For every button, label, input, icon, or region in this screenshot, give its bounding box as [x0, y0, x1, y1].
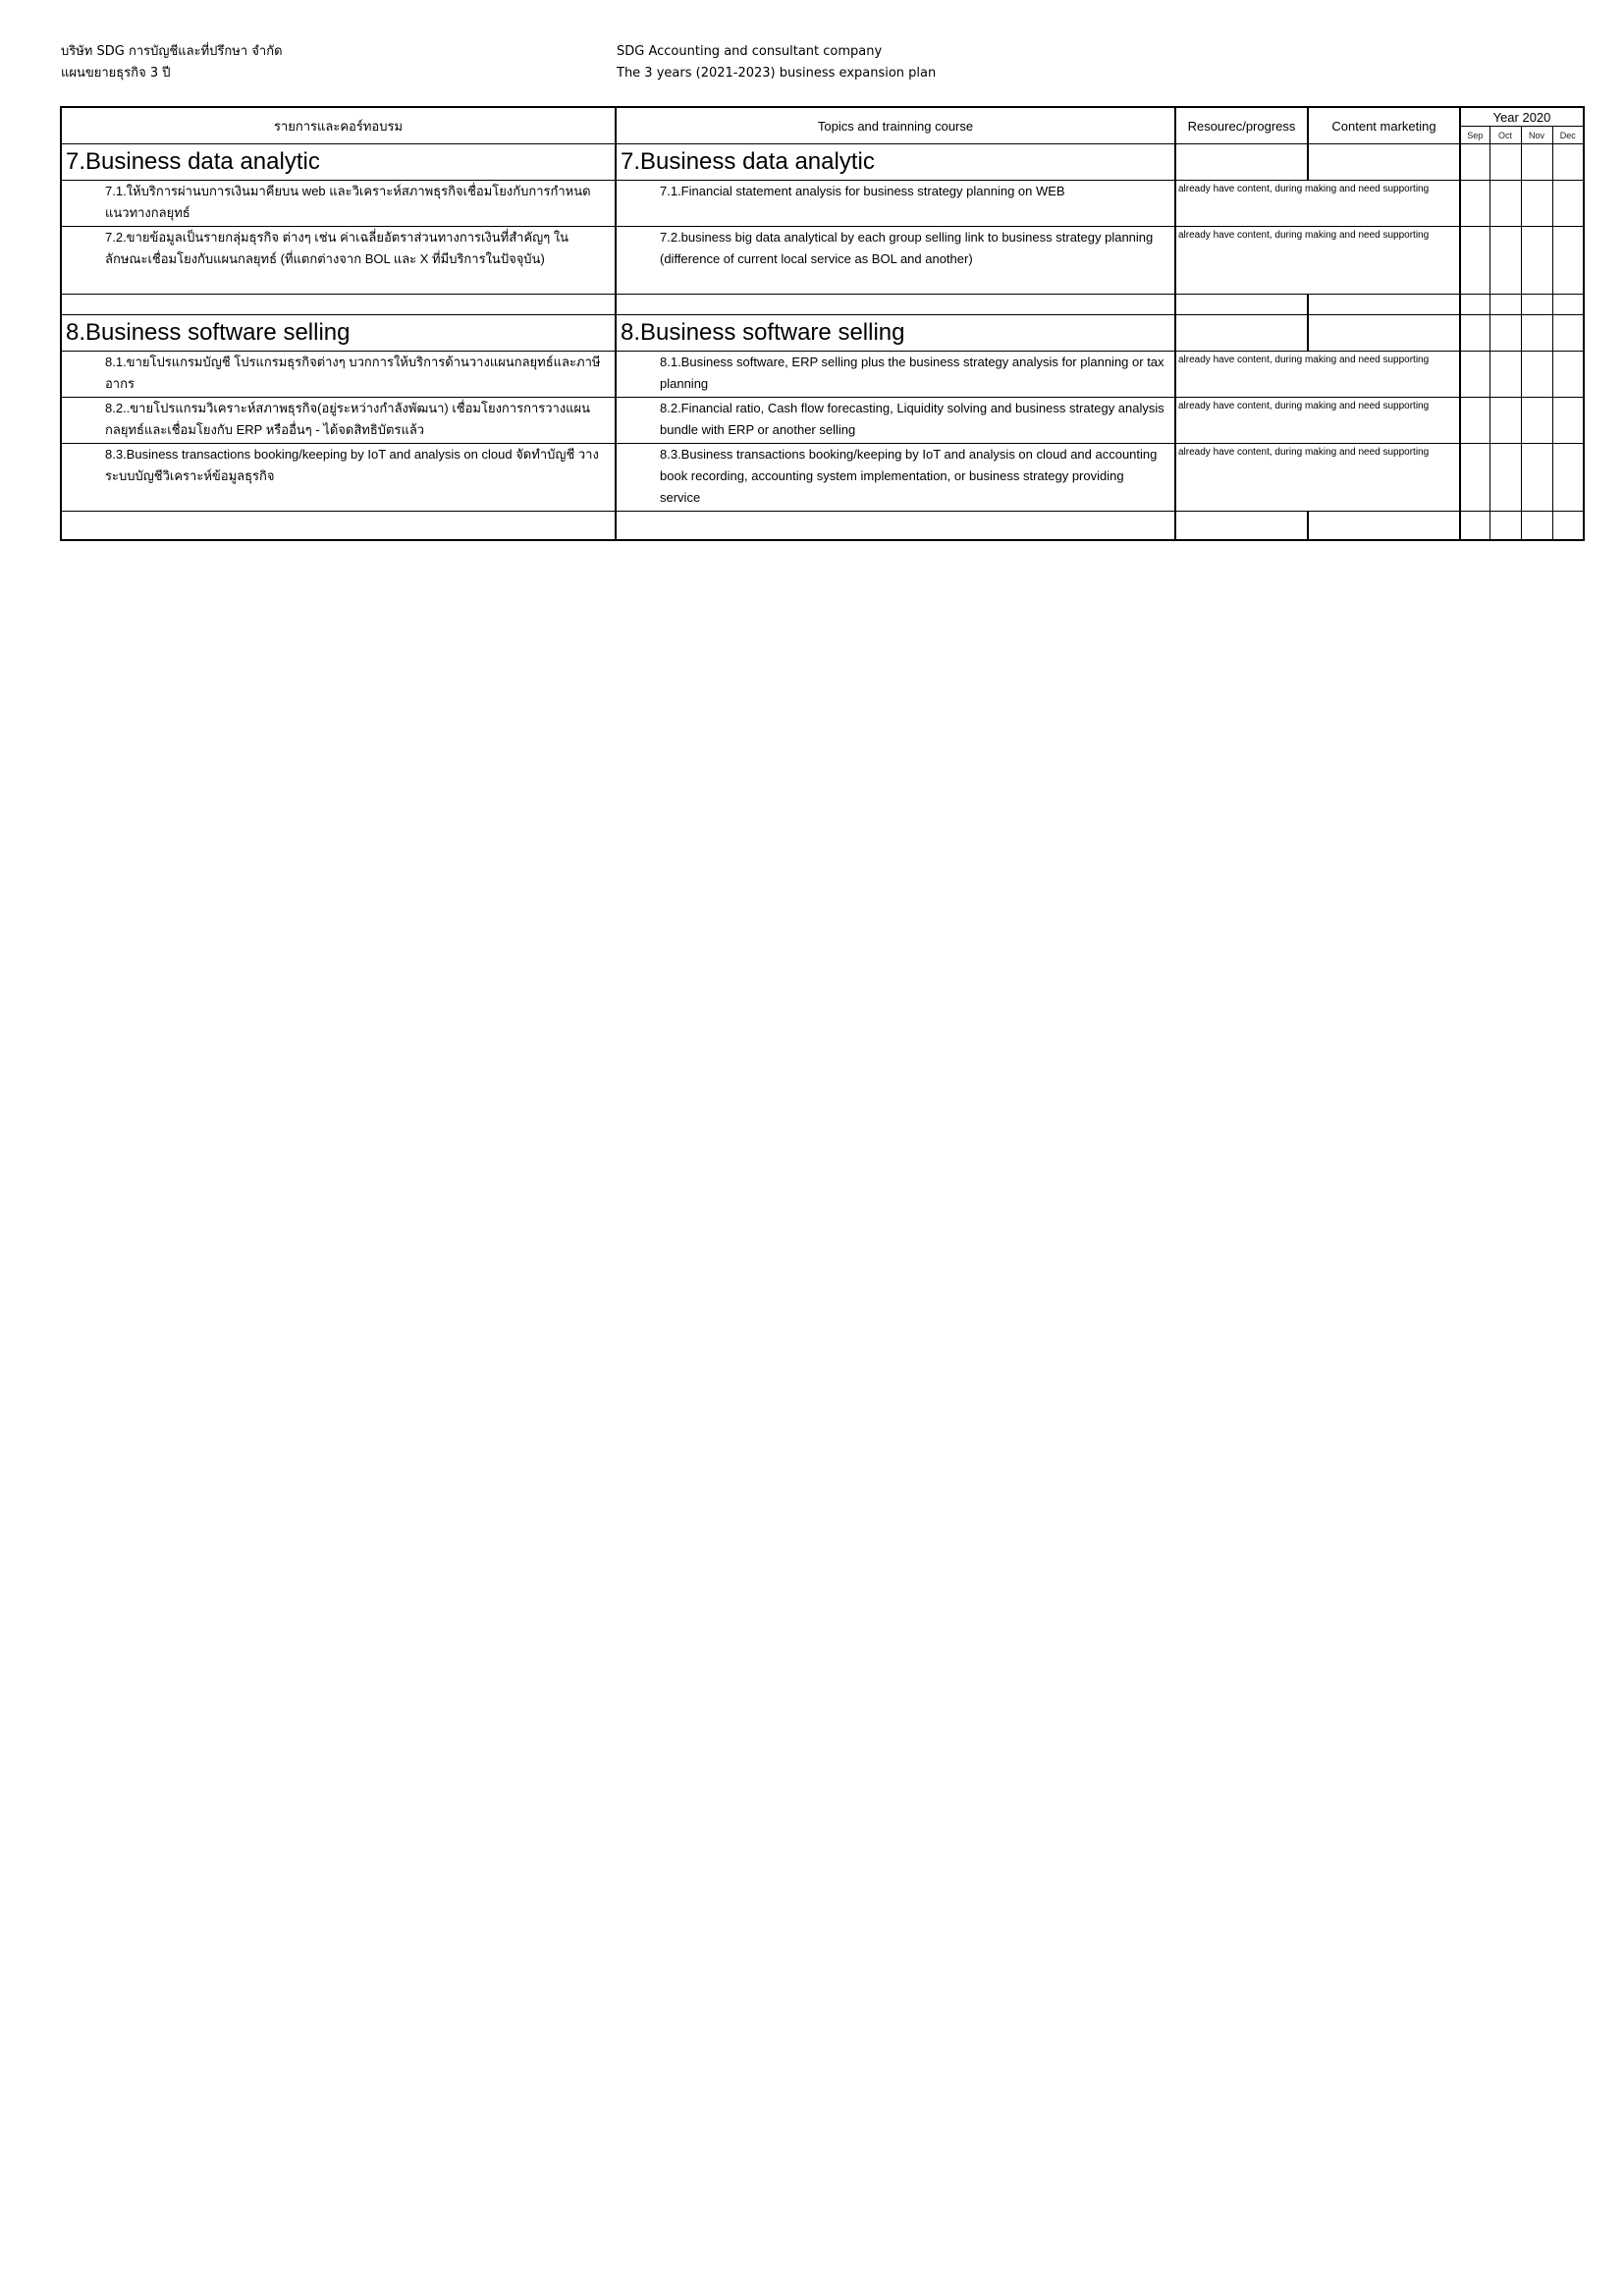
item-thai: 8.1.ขายโปรแกรมบัญชี โปรแกรมธุรกิจต่างๆ บวกการให้บริการด้านวางแผนกลยุทธ์และภาษีอากร	[61, 352, 616, 398]
item-english: 7.1.Financial statement analysis for business strategy planning on WEB	[616, 181, 1175, 227]
header-left	[61, 41, 283, 84]
item-english: 7.2.business big data analytical by each group selling link to business strategy planning (difference of current local service as BOL and another)	[616, 227, 1175, 295]
section-title-english: 7.Business data analytic	[616, 144, 1175, 181]
header-right	[617, 41, 936, 84]
month-header-oct: Oct	[1489, 127, 1521, 144]
column-header-thai: รายการและคอร์ทอบรม	[61, 107, 616, 144]
blank-row	[61, 295, 1584, 315]
column-header-resource: Resourec/progress	[1175, 107, 1308, 144]
item-english: 8.2.Financial ratio, Cash flow forecasting, Liquidity solving and business strategy analysis bundle with ERP or another selling	[616, 398, 1175, 444]
item-status-note: already have content, during making and need supporting	[1175, 181, 1460, 227]
plan-title-thai: แผนขยายธุรกิจ 3 ปี	[61, 66, 171, 81]
item-thai: 7.1.ให้บริการผ่านบการเงินมาคียบน web และวิเคราะห์สภาพธุรกิจเชื่อมโยงกับการกำหนดแนวทางกลยุทธ์	[61, 181, 616, 227]
column-header-year: Year 2020	[1460, 107, 1584, 127]
section-title-thai: 8.Business software selling	[61, 315, 616, 352]
month-header-sep: Sep	[1460, 127, 1489, 144]
plan-title-english: The 3 years (2021-2023) business expansion plan	[617, 66, 937, 81]
item-thai: 7.2.ขายข้อมูลเป็นรายกลุ่มธุรกิจ ต่างๆ เช่น ค่าเฉลี่ยอัตราส่วนทางการเงินที่สำคัญๆ ในลักษณะเชื่อมโยงกับแผนกลยุทธ์ (ที่แตกต่างจาก BOL และ X ที่มีบริการในปัจจุบัน)	[61, 227, 616, 295]
section-row	[61, 144, 1584, 181]
item-thai: 8.2..ขายโปรแกรมวิเคราะห์สภาพธุรกิจ(อยู่ระหว่างกำลังพัฒนา) เชื่อมโยงการการวางแผนกลยุทธ์และเชื่อมโยงกับ ERP หรืออื่นๆ - ได้จดสิทธิบัตรแล้ว	[61, 398, 616, 444]
month-header-dec: Dec	[1552, 127, 1584, 144]
item-status-note: already have content, during making and need supporting	[1175, 227, 1460, 295]
blank-row	[61, 512, 1584, 541]
item-status-note: already have content, during making and need supporting	[1175, 398, 1460, 444]
section-title-english: 8.Business software selling	[616, 315, 1175, 352]
table-row	[61, 444, 1584, 512]
table-row	[61, 398, 1584, 444]
table-row	[61, 227, 1584, 295]
item-english: 8.3.Business transactions booking/keeping by IoT and analysis on cloud and accounting book recording, accounting system implementation, or business strategy providing service	[616, 444, 1175, 512]
item-english: 8.1.Business software, ERP selling plus the business strategy analysis for planning or tax planning	[616, 352, 1175, 398]
company-name-english: SDG Accounting and consultant company	[617, 44, 883, 59]
section-title-thai: 7.Business data analytic	[61, 144, 616, 181]
item-status-note: already have content, during making and need supporting	[1175, 352, 1460, 398]
item-thai: 8.3.Business transactions booking/keeping by IoT and analysis on cloud จัดทำบัญชี วางระบบบัญชีวิเคราะห์ข้อมูลธุรกิจ	[61, 444, 616, 512]
item-status-note: already have content, during making and need supporting	[1175, 444, 1460, 512]
section-row	[61, 315, 1584, 352]
column-header-english: Topics and trainning course	[616, 107, 1175, 144]
table-row	[61, 352, 1584, 398]
business-plan-table	[60, 106, 1585, 541]
table-row	[61, 181, 1584, 227]
month-header-nov: Nov	[1521, 127, 1552, 144]
company-name-thai: บริษัท SDG การบัญชีและที่ปรึกษา จำกัด	[61, 44, 283, 59]
column-header-content: Content marketing	[1308, 107, 1460, 144]
